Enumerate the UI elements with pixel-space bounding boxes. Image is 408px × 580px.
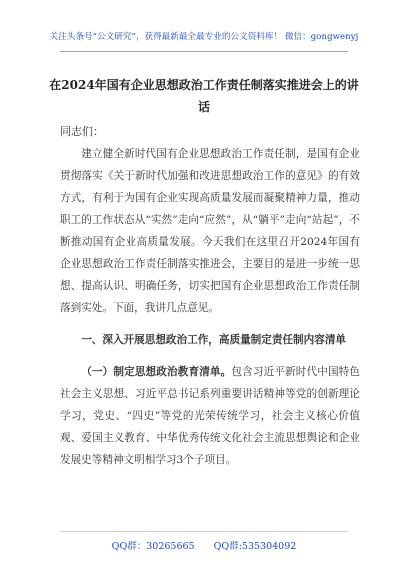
footer-qq-group-2: QQ群:535304092 xyxy=(213,541,297,552)
footer-qq-group-1: QQ群：30265665 xyxy=(111,541,195,552)
header-promo-text: 关注头条号“公文研究”，获得最新最全最专业的公文资料库！ 微信：gongwenyj xyxy=(49,32,359,42)
footer-divider xyxy=(60,531,348,532)
section-heading: 一、深入开展思想政治工作，高质量制定责任制内容清单 xyxy=(81,334,347,346)
subsection-text: 包含习近平新时代中国特色社会主义思想、习近平总书记系列重要讲话精神等党的创新理论学习，党史、“四史”等党的光荣传统学习，社会主义核心价值观、爱国主义教育、中华优秀传统文化社会主流思想舆论和企业发展史等精神文明相学习3个子项目。 xyxy=(60,366,360,466)
document-title: 在2024年国有企业思想政治工作责任制落实推进会上的讲话 xyxy=(49,78,359,114)
footer-contacts xyxy=(0,538,408,552)
document-body xyxy=(60,143,360,471)
subsection-heading: （一）制定思想政治教育清单。 xyxy=(81,366,232,378)
intro-paragraph: 建立健全新时代国有企业思想政治工作责任制，是国有企业贯彻落实《关于新时代加强和改进思想政治工作的意见》的有效方式，有利于为国有企业实现高质量发展而凝聚精神力量，推动职工的工作状态从“实然”走向“应然”，从“躺平”走向“站起”，不断推动国有企业高质量发展。今天我们在这里召开2024年国有企业思想政治工作责任制落实推进会，主要目的是进一步统一思想、提高认识、明确任务，切实把国有企业思想政治工作责任制落到实处。下面，我讲几点意见。 xyxy=(60,148,360,314)
salutation: 同志们： xyxy=(60,125,104,138)
header-divider xyxy=(60,51,348,52)
subsection-paragraph xyxy=(60,361,360,471)
